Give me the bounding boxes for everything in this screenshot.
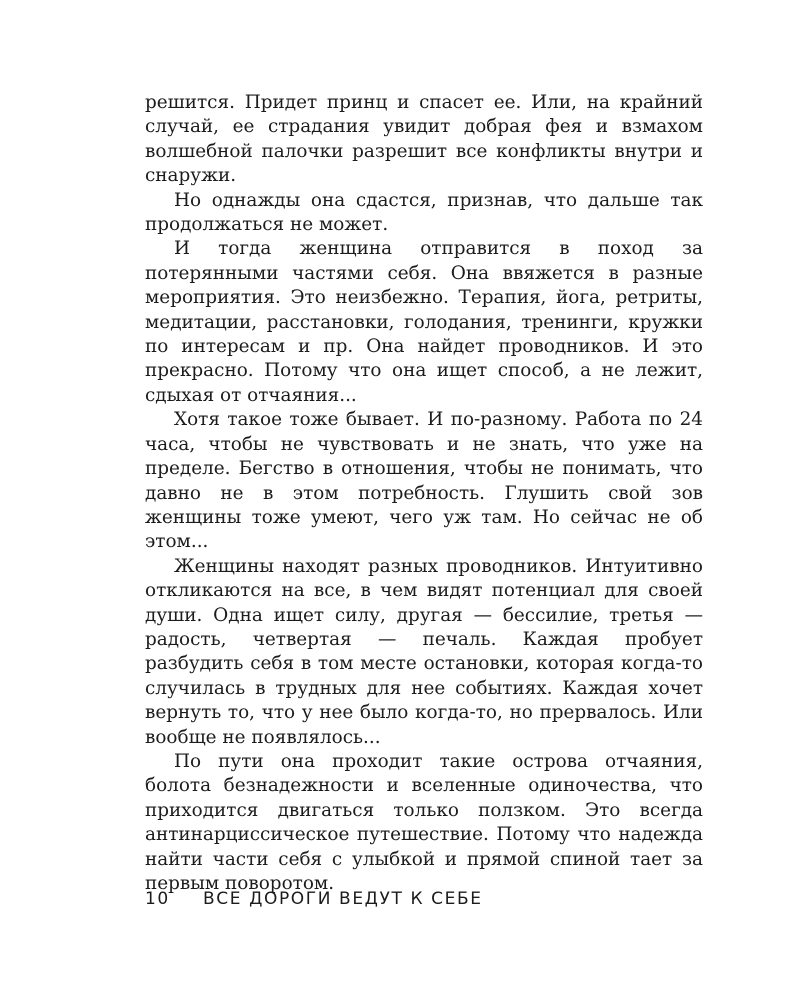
running-title: ВСЕ ДОРОГИ ВЕДУТ К СЕБЕ <box>203 889 483 909</box>
paragraph: Женщины находят разных проводников. Интуитивно откликаются на все, в чем видят потенциал для своей души. Одна ищет силу, другая — бессилие, третья — радость, четвертая — печаль. Каждая пробует разбудить себя в том месте остановки, которая когда-то случилась в трудных для нее событиях. Каждая хочет вернуть то, что у нее было когда-то, но прервалось. Или вообще не появлялось... <box>145 555 703 748</box>
body-text <box>145 91 703 896</box>
page-number: 10 <box>145 889 170 909</box>
paragraph: По пути она проходит такие острова отчаяния, болота безнадежности и вселенные одиночества, что приходится двигаться только ползком. Это всегда антинарциссическое путешествие. Потому что надежда найти части себя с улыбкой и прямой спиной тает за первым поворотом. <box>145 750 703 894</box>
paragraph: Хотя такое тоже бывает. И по-разному. Работа по 24 часа, чтобы не чувствовать и не знать, что уже на пределе. Бегство в отношения, чтобы не понимать, что давно не в этом потребность. Глушить свой зов женщины тоже умеют, чего уж там. Но сейчас не об этом... <box>145 409 703 553</box>
paragraph: И тогда женщина отправится в поход за потерянными частями себя. Она ввяжется в разные мероприятия. Это неизбежно. Терапия, йога, ретриты, медитации, расстановки, голодания, тренинги, кружки по интересам и пр. Она найдет проводников. И это прекрасно. Потому что она ищет способ, а не лежит, сдыхая от отчаяния... <box>145 238 703 406</box>
paragraph-continued: решится. Придет принц и спасет ее. Или, на крайний случай, ее страдания увидит добрая фея и взмахом волшебной палочки разрешит все конфликты внутри и снаружи. <box>145 92 703 187</box>
page-footer <box>145 889 703 913</box>
paragraph: Но однажды она сдастся, признав, что дальше так продолжаться не может. <box>145 189 703 236</box>
